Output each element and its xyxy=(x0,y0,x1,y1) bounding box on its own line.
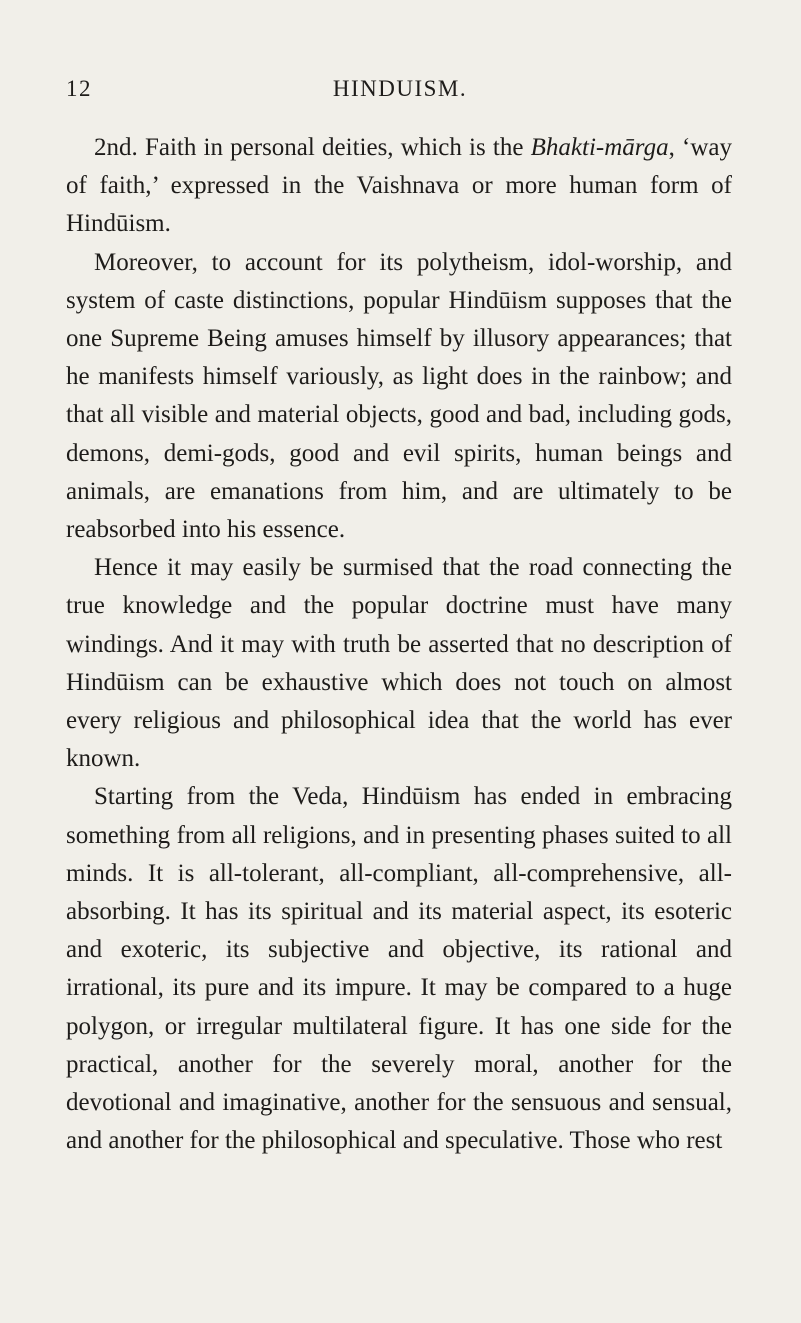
paragraph-bhakti xyxy=(66,129,732,244)
body-text xyxy=(66,129,732,1160)
paragraph-veda: Starting from the Veda, Hindūism has ended in embracing something from all religions, and in presenting phases suited to all minds. It is all-tolerant, all-compliant, all-comprehensive, all-absorbing. It has its spiritual and its material aspect, its esoteric and exoteric, its subjective and objective, its rational and irrational, its pure and its impure. It may be compared to a huge polygon, or irregular multilateral figure. It has one side for the practical, another for the severely moral, another for the devotional and imaginative, another for the sensuous and sensual, and another for the philosophical and speculative. Those who rest xyxy=(66,783,732,1155)
paragraph-polytheism: Moreover, to account for its polytheism, idol-worship, and system of caste distinctions, popular Hindūism supposes that the one Supreme Being amuses himself by illusory appearances; that he manifests himself variously, as light does in the rainbow; and that all visible and material objects, good and bad, including gods, demons, demi-gods, good and evil spirits, human beings and animals, are emanations from him, and are ultimately to be reabsorbed into his essence. xyxy=(66,248,732,544)
paragraph-windings: Hence it may easily be surmised that the road connecting the true knowledge and the popular doctrine must have many windings. And it may with truth be asserted that no description of Hindūism can be exhaustive which does not touch on almost every religious and philosophical idea that the world has ever known. xyxy=(66,554,732,773)
paragraph-lead: 2nd. Faith in personal deities, which is the xyxy=(94,134,531,161)
paragraph-rest: , ‘way of faith,’ expressed in the Vaishnava or more human form of Hindūism. xyxy=(66,134,732,238)
page-number: 12 xyxy=(66,76,92,101)
running-head xyxy=(66,76,734,106)
running-title: HINDUISM. xyxy=(332,76,468,101)
sanskrit-term: Bhakti-mārga xyxy=(530,134,669,161)
